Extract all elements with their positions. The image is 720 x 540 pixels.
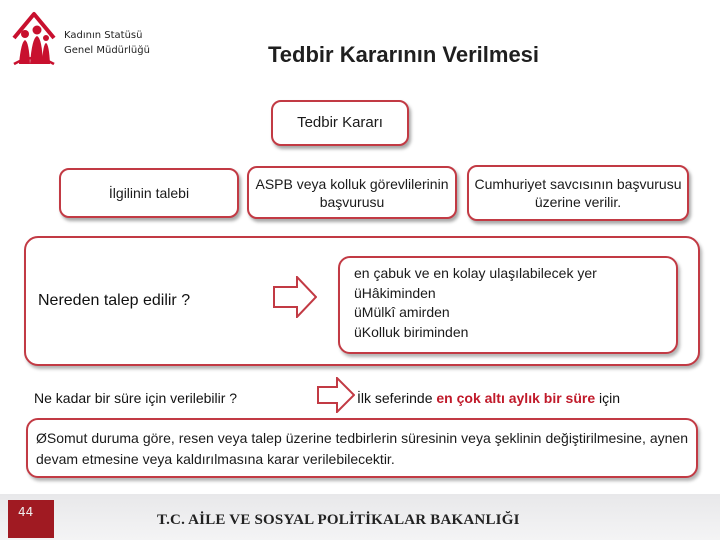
decision-box: Tedbir Kararı <box>271 100 409 146</box>
where-answer-intro: en çabuk ve en kolay ulaşılabilecek yer <box>354 265 597 281</box>
duration-question: Ne kadar bir süre için verilebilir ? <box>34 390 238 406</box>
page-title: Tedbir Kararının Verilmesi <box>268 42 540 67</box>
duration-answer-suffix: için <box>599 390 621 406</box>
org-name-line2: Genel Müdürlüğü <box>64 45 150 56</box>
page-number: 44 <box>18 505 34 519</box>
duration-answer-prefix: İlk seferinde <box>357 390 433 406</box>
where-answer-box <box>338 256 678 354</box>
where-answer-item-judge: üHâkiminden <box>354 284 436 301</box>
aspb-application-box: ASPB veya kolluk görevlilerinin başvurusu <box>247 166 457 219</box>
interested-request-box: İlgilinin talebi <box>59 168 239 218</box>
arrow-right-icon <box>317 377 355 413</box>
where-answer-item-police: üKolluk biriminden <box>354 323 469 340</box>
ministry-logo-icon <box>8 8 60 68</box>
arrow-right-icon <box>273 276 317 318</box>
ministry-name: T.C. AİLE VE SOSYAL POLİTİKALAR BAKANLIĞI <box>157 512 520 528</box>
org-name <box>64 28 150 58</box>
org-name-line1: Kadının Statüsü <box>64 30 143 41</box>
prosecutor-application-box: Cumhuriyet savcısının başvurusu üzerine verilir. <box>467 165 689 221</box>
where-question: Nereden talep edilir ? <box>38 292 191 309</box>
duration-answer-highlight: en çok altı aylık bir süre <box>436 390 596 406</box>
where-answer-item-civil-authority: üMülkî amirden <box>354 304 450 320</box>
note-box: ØSomut duruma göre, resen veya talep üzerine tedbirlerin süresinin veya şeklinin değiştirilmesine, aynen devam etmesine veya kaldırılmasına karar verilebilecektir. <box>26 418 698 478</box>
duration-answer <box>357 390 620 406</box>
